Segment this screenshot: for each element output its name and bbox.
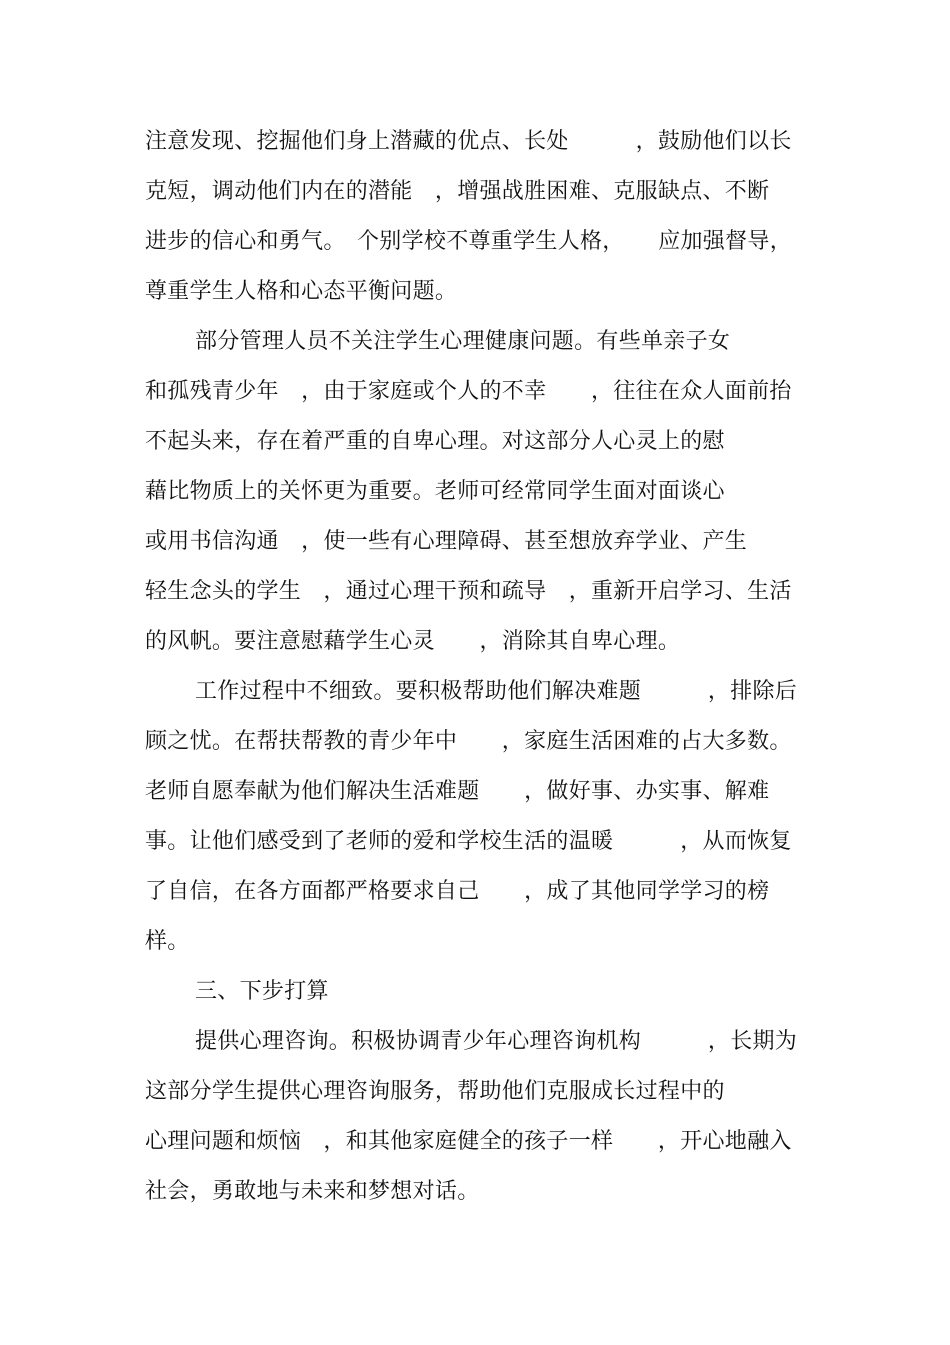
section-heading: 三、下步打算: [195, 979, 329, 1004]
text-line-22: 社会，勇敢地与未来和梦想对话。: [145, 1179, 480, 1204]
text-line-2: 克短，调动他们内在的潜能 ，增强战胜困难、克服缺点、不断: [145, 179, 770, 204]
text-line-20: 这部分学生提供心理咨询服务，帮助他们克服成长过程中的: [145, 1079, 725, 1104]
text-line-7: 不起头来，存在着严重的自卑心理。对这部分人心灵上的慰: [145, 429, 725, 454]
text-line-10: 轻生念头的学生 ，通过心理干预和疏导 ，重新开启学习、生活: [145, 579, 792, 604]
text-line-3: 进步的信心和勇气。 个别学校不尊重学生人格， 应加强督导，: [145, 229, 793, 254]
text-line-5: 部分管理人员不关注学生心理健康问题。有些单亲子女: [195, 329, 731, 354]
text-line-9: 或用书信沟通 ，使一些有心理障碍、甚至想放弃学业、产生: [145, 529, 748, 554]
text-line-15: 事。让他们感受到了老师的爱和学校生活的温暖 ，从而恢复: [145, 829, 792, 854]
text-line-8: 藉比物质上的关怀更为重要。老师可经常同学生面对面谈心: [145, 479, 725, 504]
text-line-6: 和孤残青少年 ，由于家庭或个人的不幸 ，往往在众人面前抬: [145, 379, 792, 404]
text-line-16: 了自信，在各方面都严格要求自己 ，成了其他同学学习的榜: [145, 879, 770, 904]
text-line-4: 尊重学生人格和心态平衡问题。: [145, 279, 458, 304]
text-line-12: 工作过程中不细致。要积极帮助他们解决难题 ，排除后: [195, 679, 798, 704]
text-line-1: 注意发现、挖掘他们身上潜藏的优点、长处 ，鼓励他们以长: [145, 129, 792, 154]
text-line-19: 提供心理咨询。积极协调青少年心理咨询机构 ，长期为: [195, 1029, 798, 1054]
text-line-17: 样。: [145, 929, 190, 954]
text-line-14: 老师自愿奉献为他们解决生活难题 ，做好事、办实事、解难: [145, 779, 770, 804]
text-line-13: 顾之忧。在帮扶帮教的青少年中 ，家庭生活困难的占大多数。: [145, 729, 792, 754]
text-line-11: 的风帆。要注意慰藉学生心灵 ，消除其自卑心理。: [145, 629, 681, 654]
text-line-21: 心理问题和烦恼 ，和其他家庭健全的孩子一样 ，开心地融入: [145, 1129, 792, 1154]
